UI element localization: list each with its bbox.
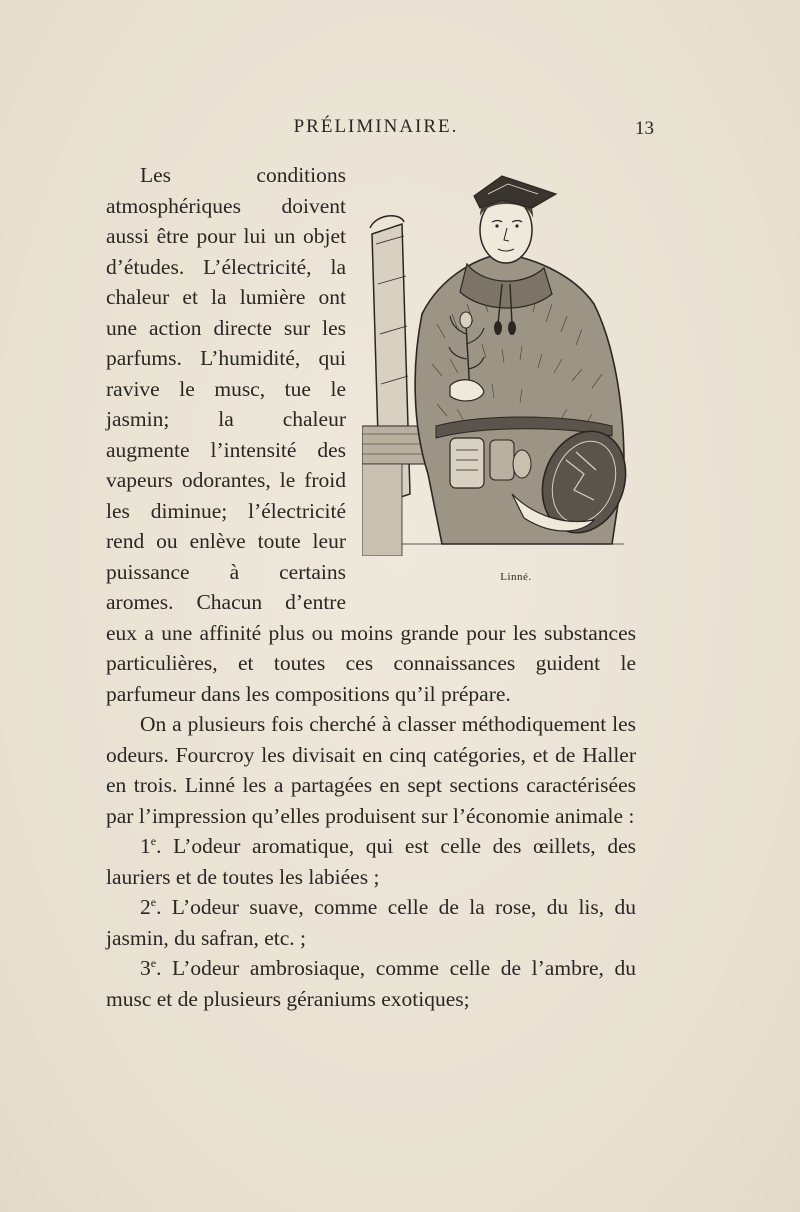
- list-item-number: 3: [140, 956, 151, 980]
- portrait-figure: [362, 164, 636, 596]
- paragraph-1-text: Les conditions atmosphériques doivent aussi être pour lui un objet d’études. L’électricité, la chaleur et la lumière ont une action directe sur les parfums. L’humidité, qui ravive le musc, tue le jasmin; la chaleur augmente l’intensité des vapeurs odorantes, le froid les diminue; l’électricité rend ou enlève toute leur puissance à certains aromes. Chacun d’entre eux a une affinité plus ou moins grande pour les substances particulières, et toutes ces connaissances guident le parfumeur dans les compositions qu’il prépare.: [106, 163, 636, 706]
- figure-caption: Linné.: [500, 571, 532, 583]
- body-text: [106, 160, 636, 1014]
- list-item-ordinal: e: [150, 895, 157, 909]
- paragraph-2: On a plusieurs fois cherché à classer méthodiquement les odeurs. Fourcroy les divisait en cinq catégories, et de Haller en trois. Linné les a partagées en sept sections caractérisées par l’impression qu’elles produisent sur l’économie animale :: [106, 712, 636, 828]
- linnaeus-engraving-illustration: [362, 164, 636, 556]
- list-item-number: 1: [140, 834, 151, 858]
- list-item-ordinal: e: [150, 834, 157, 848]
- running-title: PRÉLIMINAIRE.: [293, 116, 459, 137]
- list-item-text: . L’odeur ambrosiaque, comme celle de l’ambre, du musc et de plusieurs géraniums exotiques;: [106, 956, 636, 1011]
- running-head: [106, 116, 654, 142]
- list-item-ordinal: e: [150, 956, 157, 970]
- list-item-2: [106, 892, 636, 953]
- list-item-text: . L’odeur aromatique, qui est celle des œillets, des lauriers et de toutes les labiées ;: [106, 834, 636, 889]
- list-item-3: [106, 953, 636, 1014]
- list-item-number: 2: [140, 895, 151, 919]
- paragraph-1: [106, 160, 636, 709]
- page-number: 13: [635, 118, 654, 139]
- list-item-text: . L’odeur suave, comme celle de la rose, du lis, du jasmin, du safran, etc. ;: [106, 895, 636, 950]
- list-item-1: [106, 831, 636, 892]
